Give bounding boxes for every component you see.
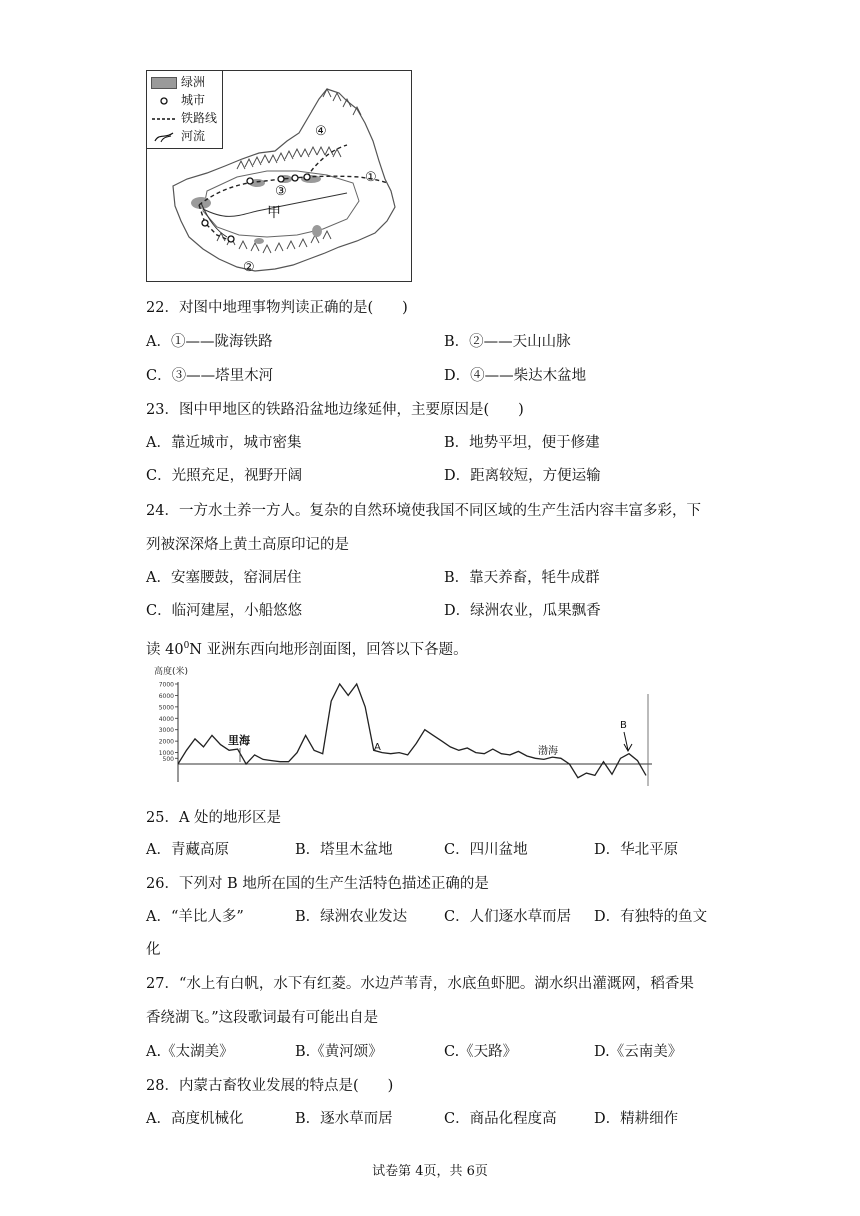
river-line-icon (151, 131, 177, 143)
region-label: 甲 (267, 205, 281, 221)
q26-option-d[interactable]: D．有独特的鱼文 (594, 909, 708, 925)
q25-option-c[interactable]: C．四川盆地 (444, 842, 528, 858)
question-28-stem: 28．内蒙古畜牧业发展的特点是( ) (146, 1078, 394, 1094)
xinjiang-map-figure (146, 70, 412, 282)
y-tick-label: 1000 (158, 750, 174, 758)
y-tick-label: 5000 (158, 704, 174, 712)
q23-option-c[interactable]: C．光照充足，视野开阔 (146, 468, 303, 484)
y-tick-label: 3000 (158, 727, 174, 735)
city-dot-icon (151, 95, 177, 107)
question-26-stem: 26．下列对 B 地所在国的生产生活特色描述正确的是 (146, 876, 489, 892)
q22-option-b[interactable]: B．②——天山山脉 (444, 334, 571, 350)
q24-option-a[interactable]: A．安塞腰鼓，窑洞居住 (146, 570, 302, 586)
q22-option-c[interactable]: C．③——塔里木河 (146, 368, 274, 384)
question-24-stem-line2: 列被深深烙上黄土高原印记的是 (146, 537, 349, 553)
q28-option-d[interactable]: D．精耕细作 (594, 1111, 679, 1127)
question-27-stem-line1: 27．“水上有白帆，水下有红菱。水边芦苇青，水底鱼虾肥。湖水织出灌溉网，稻香果 (146, 976, 694, 992)
question-25-stem: 25．A 处的地形区是 (146, 810, 282, 826)
q24-option-d[interactable]: D．绿洲农业，瓜果飘香 (444, 603, 601, 619)
q23-option-b[interactable]: B．地势平坦，便于修建 (444, 435, 600, 451)
railway-line-3 (307, 145, 347, 177)
profile-intro: 读 $40^0N$ 亚洲东西向地形剖面图，回答以下各题。 (146, 641, 468, 658)
question-27-stem-line2: 香绕湖飞。”这段歌词最有可能出自是 (146, 1010, 379, 1026)
q22-option-d[interactable]: D．④——柴达木盆地 (444, 368, 587, 384)
q25-option-d[interactable]: D．华北平原 (594, 842, 679, 858)
legend-item-oasis: 绿洲 (151, 75, 205, 89)
marker-3: ③ (275, 184, 287, 199)
page-footer: 试卷第 4页，共 6页 (372, 1164, 488, 1179)
q26-option-d-wrap: 化 (146, 942, 161, 958)
legend-item-city: 城市 (151, 93, 205, 107)
y-tick-label: 7000 (158, 681, 174, 689)
marker-1: ① (365, 170, 377, 185)
question-22-stem: 22．对图中地理事物判读正确的是( ) (146, 300, 408, 316)
y-tick-label: 6000 (158, 692, 174, 700)
q28-option-b[interactable]: B．逐水草而居 (295, 1111, 393, 1127)
q26-option-b[interactable]: B．绿洲农业发达 (295, 909, 408, 925)
marker-2: ② (243, 260, 255, 275)
q27-option-c[interactable]: C.《天路》 (444, 1044, 518, 1060)
terrain-profile-chart (152, 664, 664, 798)
q28-option-c[interactable]: C．商品化程度高 (444, 1111, 557, 1127)
q25-option-a[interactable]: A．青藏高原 (146, 842, 229, 858)
marker-4: ④ (315, 124, 327, 139)
y-tick-label: 500 (162, 755, 174, 763)
question-23-stem: 23．图中甲地区的铁路沿盆地边缘延伸，主要原因是( ) (146, 402, 524, 418)
q24-option-c[interactable]: C．临河建屋，小船悠悠 (146, 603, 303, 619)
q26-option-c[interactable]: C．人们逐水草而居 (444, 909, 572, 925)
annotation-caspian: 里海 (228, 734, 250, 747)
legend-item-river: 河流 (151, 129, 205, 143)
q28-option-a[interactable]: A．高度机械化 (146, 1111, 244, 1127)
question-24-stem-line1: 24．一方水土养一方人。复杂的自然环境使我国不同区域的生产生活内容丰富多彩，下 (146, 503, 701, 519)
map-legend (147, 71, 223, 149)
y-tick-label: 4000 (158, 715, 174, 723)
legend-item-railway: 铁路线 (151, 111, 217, 125)
q27-option-a[interactable]: A.《太湖美》 (146, 1044, 234, 1060)
oasis-swatch-icon (151, 77, 177, 89)
annotation-b: B (620, 720, 627, 731)
chart-ylabel: 高度(米) (154, 667, 189, 677)
railway-dash-icon (151, 113, 177, 125)
annotation-bohai: 渤海 (538, 746, 558, 757)
q23-option-a[interactable]: A．靠近城市，城市密集 (146, 435, 302, 451)
q23-option-d[interactable]: D．距离较短，方便运输 (444, 468, 601, 484)
annotation-a: A (374, 742, 381, 753)
q26-option-a[interactable]: A．“羊比人多” (146, 909, 244, 925)
q27-option-b[interactable]: B.《黄河颂》 (295, 1044, 383, 1060)
q27-option-d[interactable]: D.《云南美》 (594, 1044, 683, 1060)
b-arrow-icon (624, 732, 632, 751)
q25-option-b[interactable]: B．塔里木盆地 (295, 842, 393, 858)
q22-option-a[interactable]: A．①——陇海铁路 (146, 334, 273, 350)
q24-option-b[interactable]: B．靠天养畜，牦牛成群 (444, 570, 600, 586)
y-tick-label: 2000 (158, 738, 174, 746)
